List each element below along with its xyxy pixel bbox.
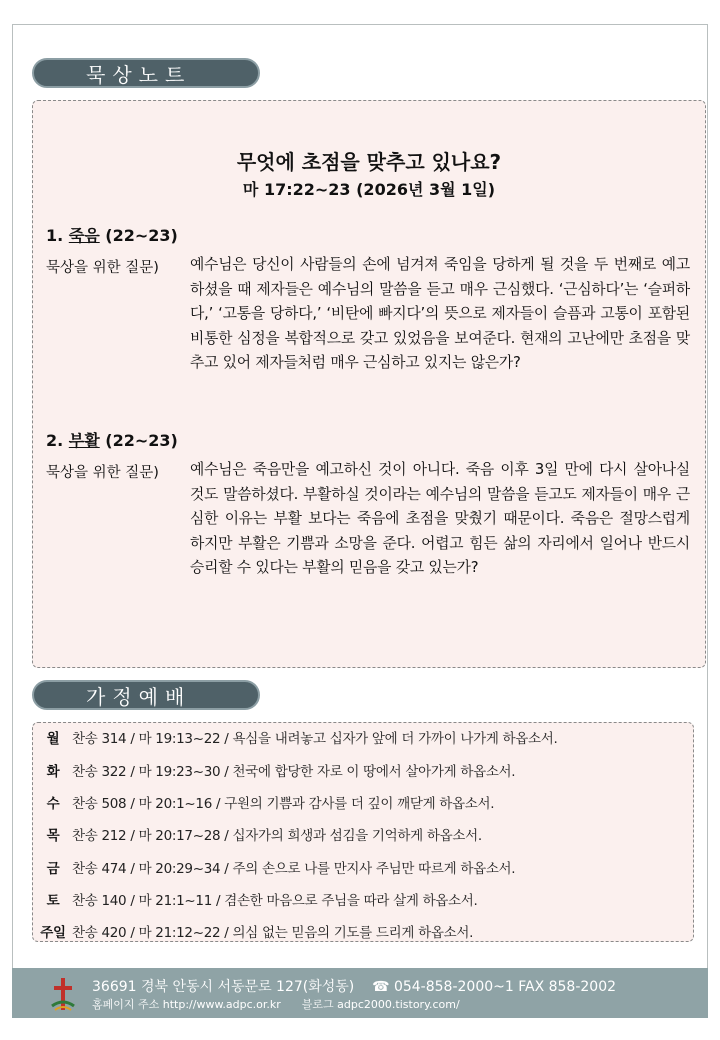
worship-text: 찬송 420 / 마 21:12~22 / 의심 없는 믿음의 기도를 드리게 하옵소서. [72,925,474,941]
worship-day: 월 [46,731,60,747]
worship-text: 찬송 508 / 마 20:1~16 / 구원의 기쁨과 감사를 더 깊이 깨닫게 하옵소서. [72,796,495,812]
worship-day: 토 [46,893,60,909]
worship-day: 주일 [40,925,66,941]
section-heading [46,428,178,451]
church-cross-logo-icon [50,976,76,1012]
section-heading [46,223,178,246]
section-number: 2. [46,431,64,450]
question-label: 묵상을 위한 질문) [46,465,159,481]
question-text: 예수님은 죽음만을 예고하신 것이 아니다. 죽음 이후 3일 만에 다시 살아나실 것도 말씀하셨다. 부활하실 것이라는 예수님의 말씀을 듣고도 제자들이 매우 근심한 이유는 부활 보다는 죽음에 초점을 맞췄기 때문이다. 죽음은 절망스럽게 하지만 부활은 기쁨과 소망을 준다. 어렵고 힘든 삶의 자리에서 일어나 반드시 승리할 수 있다는 부활의 믿음을 갖고 있는가? [190,461,690,576]
section-word: 부활 [68,431,100,450]
worship-text: 찬송 314 / 마 19:13~22 / 욕심을 내려놓고 십자가 앞에 더 가까이 나가게 하옵소서. [72,731,558,747]
section-range: (22~23) [105,431,178,450]
question-text: 예수님은 당신이 사람들의 손에 넘겨져 죽임을 당하게 될 것을 두 번째로 예고하셨을 때 제자들은 예수님의 말씀을 듣고 매우 근심했다. ‘근심하다’는 ‘슬퍼하다,’ ‘고통을 당하다,’ ‘비탄에 빠지다’의 뜻으로 제자들이 슬픔과 고통이 포함된 비통한 심정을 복합적으로 갖고 있었음을 보여준다. 현재의 고난에만 초점을 맞추고 있어 제자들처럼 매우 근심하고 있지는 않은가? [190,256,690,371]
worship-day: 수 [46,796,60,812]
footer-address: 36691 경북 안동시 서동문로 127(화성동) ☎ 054-858-2000~1 FAX 858-2002 [92,979,617,995]
worship-day: 화 [46,764,60,780]
worship-text: 찬송 322 / 마 19:23~30 / 천국에 합당한 자로 이 땅에서 살아가게 하옵소서. [72,764,516,780]
worship-row [34,888,478,910]
worship-row [34,726,558,748]
meditation-title: 무엇에 초점을 맞추고 있나요? [236,150,502,174]
section-number: 1. [46,226,64,245]
worship-day: 목 [46,828,60,844]
footer-bar [12,968,708,1018]
worship-row [34,791,494,813]
worship-day: 금 [46,861,60,877]
footer-links: 홈페이지 주소 http://www.adpc.or.kr 블로그 adpc2000.tistory.com/ [92,998,460,1011]
worship-row [34,823,482,845]
scripture-reference: 마 17:22~23 (2026년 3월 1일) [242,180,496,199]
worship-row [34,759,515,781]
worship-text: 찬송 212 / 마 20:17~28 / 십자가의 희생과 섬김을 기억하게 하옵소서. [72,828,482,844]
meditation-header-label: 묵상노트 [86,62,192,87]
meditation-header [32,58,260,88]
question-label: 묵상을 위한 질문) [46,260,159,276]
worship-text: 찬송 474 / 마 20:29~34 / 주의 손으로 나를 만지사 주님만 따르게 하옵소서. [72,861,516,877]
worship-row [34,856,515,878]
section-word: 죽음 [68,226,100,245]
section-range: (22~23) [105,226,178,245]
worship-row [34,920,473,942]
worship-text: 찬송 140 / 마 21:1~11 / 겸손한 마음으로 주님을 따라 살게 하옵소서. [72,893,478,909]
worship-header [32,680,260,710]
worship-header-label: 가정예배 [86,684,192,709]
